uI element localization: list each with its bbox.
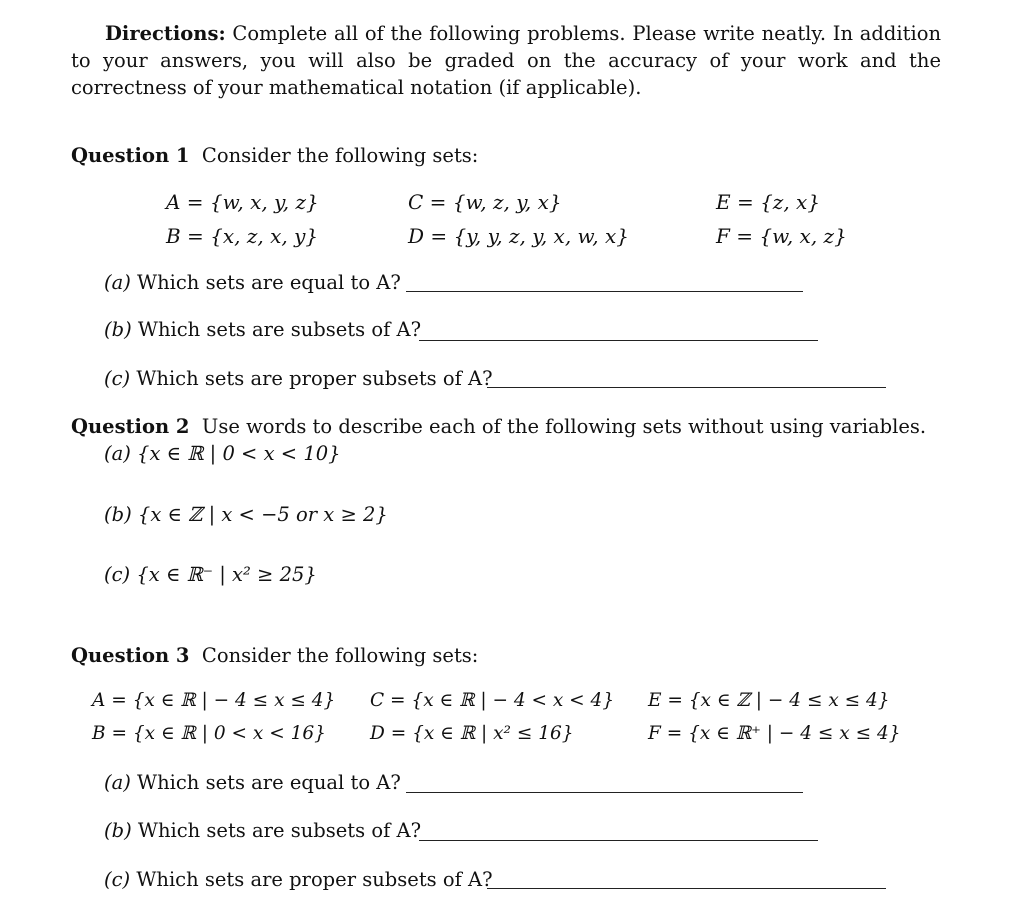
q1-answer-line-a[interactable] — [406, 291, 803, 292]
q3-part-c-tag: (c) — [104, 868, 131, 891]
q2-part-b — [104, 503, 388, 527]
q3-answer-line-a[interactable] — [406, 792, 803, 793]
question-3-heading — [71, 644, 478, 668]
question-1-heading — [71, 144, 478, 168]
question-2-label: Question 2 — [71, 415, 190, 438]
question-3-label: Question 3 — [71, 644, 190, 667]
q1-part-a-text: Which sets are equal to A? — [137, 271, 401, 294]
q1-set-a: A = {w, x, y, z} — [166, 190, 319, 214]
q1-part-b-tag: (b) — [104, 318, 132, 341]
q3-part-c — [104, 868, 493, 892]
q3-set-a: A = {x ∈ ℝ | − 4 ≤ x ≤ 4} — [92, 690, 336, 711]
q3-answer-line-b[interactable] — [419, 840, 818, 841]
q3-part-a-text: Which sets are equal to A? — [137, 771, 401, 794]
q3-part-b-text: Which sets are subsets of A? — [137, 819, 422, 842]
q2-part-a-tag: (a) — [104, 442, 131, 465]
q2-part-c-expr: {x ∈ ℝ⁻ | x² ≥ 25} — [136, 563, 317, 586]
q3-set-c: C = {x ∈ ℝ | − 4 < x < 4} — [370, 690, 615, 711]
question-3-intro: Consider the following sets: — [201, 644, 479, 667]
q1-part-c — [104, 367, 493, 391]
q2-part-b-tag: (b) — [104, 503, 132, 526]
q3-part-b-tag: (b) — [104, 819, 132, 842]
question-2-intro: Use words to describe each of the following sets without using variables. — [201, 415, 927, 438]
q3-part-b — [104, 819, 421, 843]
q2-part-a — [104, 442, 341, 466]
q2-part-c — [104, 563, 317, 587]
q1-part-a — [104, 271, 401, 295]
q3-part-a-tag: (a) — [104, 771, 131, 794]
q3-part-c-text: Which sets are proper subsets of A? — [136, 868, 493, 891]
q2-part-c-tag: (c) — [104, 563, 131, 586]
directions-paragraph — [71, 20, 941, 101]
directions-label: Directions: — [105, 22, 226, 45]
question-2-heading — [71, 415, 926, 439]
q1-part-c-text: Which sets are proper subsets of A? — [136, 367, 493, 390]
q3-answer-line-c[interactable] — [487, 888, 886, 889]
directions-text: Complete all of the following problems. Please write neatly. In addition to your answers, you will also be graded on the accuracy of your work and the correctness of your mathematical notation (if applicable). — [71, 22, 941, 99]
q1-part-a-tag: (a) — [104, 271, 131, 294]
q3-set-f: F = {x ∈ ℝ⁺ | − 4 ≤ x ≤ 4} — [648, 723, 901, 744]
q2-part-a-expr: {x ∈ ℝ | 0 < x < 10} — [137, 442, 341, 465]
q1-part-c-tag: (c) — [104, 367, 131, 390]
q2-part-b-expr: {x ∈ ℤ | x < −5 or x ≥ 2} — [137, 503, 388, 526]
q1-answer-line-c[interactable] — [487, 387, 886, 388]
q1-answer-line-b[interactable] — [419, 340, 818, 341]
q1-part-b — [104, 318, 421, 342]
q1-part-b-text: Which sets are subsets of A? — [137, 318, 422, 341]
q3-part-a — [104, 771, 401, 795]
q3-set-b: B = {x ∈ ℝ | 0 < x < 16} — [92, 723, 326, 744]
q1-set-d: D = {y, y, z, y, x, w, x} — [408, 224, 630, 248]
question-1-intro: Consider the following sets: — [201, 144, 479, 167]
q3-set-d: D = {x ∈ ℝ | x² ≤ 16} — [370, 723, 574, 744]
q1-set-b: B = {x, z, x, y} — [166, 224, 319, 248]
q1-set-e: E = {z, x} — [716, 190, 821, 214]
question-1-label: Question 1 — [71, 144, 190, 167]
q1-set-f: F = {w, x, z} — [716, 224, 847, 248]
q3-set-e: E = {x ∈ ℤ | − 4 ≤ x ≤ 4} — [648, 690, 890, 711]
q1-set-c: C = {w, z, y, x} — [408, 190, 562, 214]
